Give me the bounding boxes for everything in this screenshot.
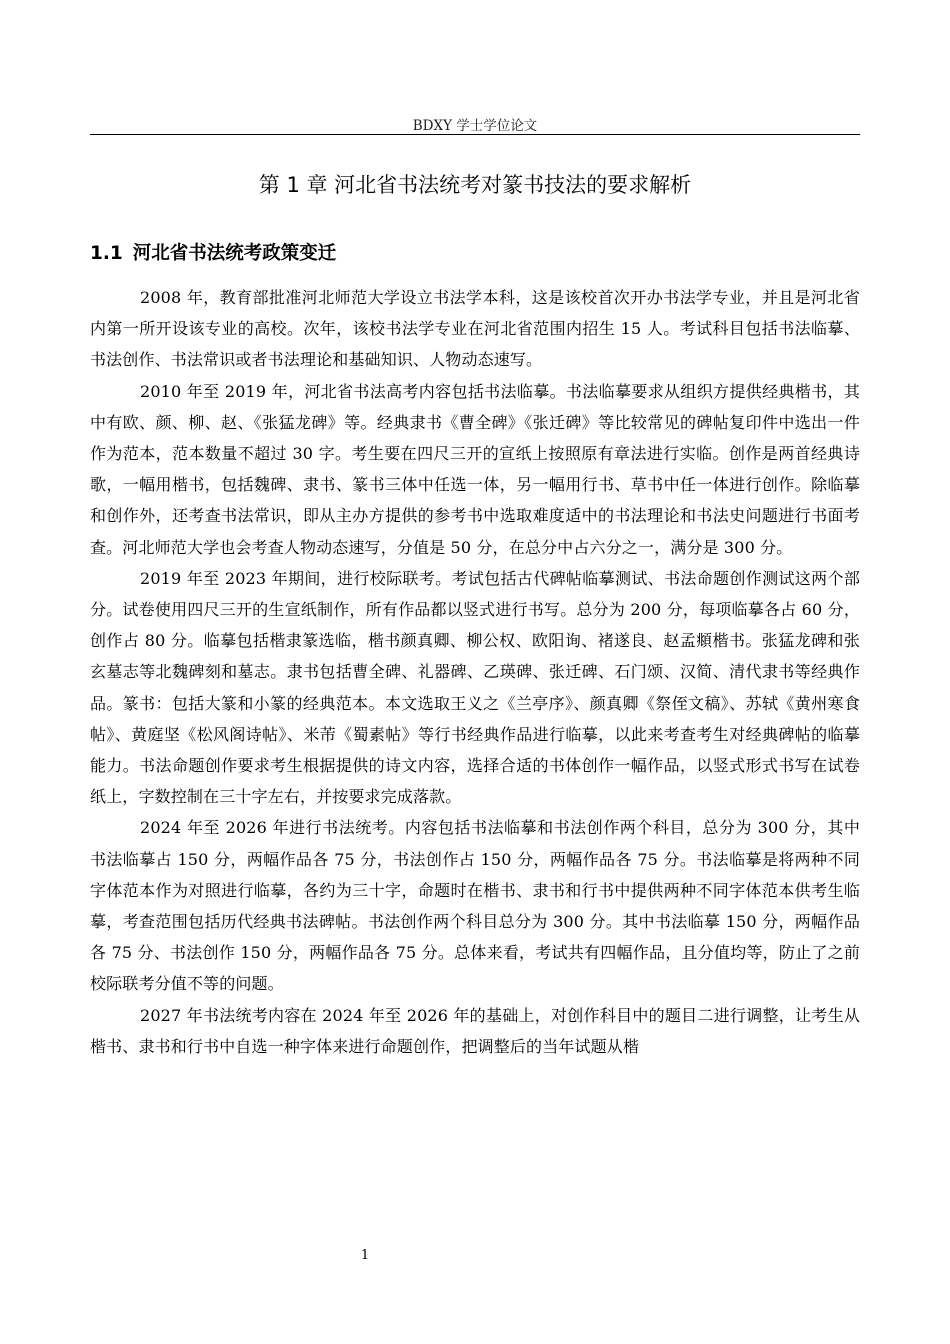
section-heading — [90, 240, 860, 268]
paragraph: 2024 年至 2026 年进行书法统考。内容包括书法临摹和书法创作两个科目，总分为 300 分，其中书法临摹占 150 分，两幅作品各 75 分，书法创作占 150 分，两幅作品各 75 分。书法临摹是将两种不同字体范本作为对照进行临摹，各约为三十字，命题时在楷书、隶书和行书中提供两种不同字体范本供考生临摹，考查范围包括历代经典书法碑帖。书法创作两个科目总分为 300 分。其中书法临摹 150 分，两幅作品各 75 分、书法创作 150 分，两幅作品各 75 分。总体来看，考试共有四幅作品，且分值均等，防止了之前校际联考分值不等的问题。 — [90, 818, 860, 994]
paragraph: 2027 年书法统考内容在 2024 年至 2026 年的基础上，对创作科目中的题目二进行调整，让考生从楷书、隶书和行书中自选一种字体来进行命题创作，把调整后的当年试题从楷 — [90, 1005, 860, 1056]
section-number: 1.1 — [90, 243, 123, 264]
paragraph: 2010 年至 2019 年，河北省书法高考内容包括书法临摹。书法临摹要求从组织方提供经典楷书，其中有欧、颜、柳、赵、《张猛龙碑》等。经典隶书《曹全碑》《张迁碑》等比较常见的碑帖复印件中选出一件作为范本，范本数量不超过 30 字。考生要在四尺三开的宣纸上按照原有章法进行实临。创作是两首经典诗歌，一幅用楷书，包括魏碑、隶书、篆书三体中任选一体，另一幅用行书、草书中任一体进行创作。除临摹和创作外，还考查书法常识，即从主办方提供的参考书中选取难度适中的书法理论和书法史问题进行书面考查。河北师范大学也会考查人物动态速写，分值是 50 分，在总分中占六分之一，满分是 300 分。 — [90, 381, 860, 557]
chapter-title: 第 1 章 河北省书法统考对篆书技法的要求解析 — [258, 173, 692, 197]
body-text — [90, 282, 860, 1062]
section-title: 河北省书法统考政策变迁 — [132, 243, 337, 264]
paragraph: 2008 年，教育部批准河北师范大学设立书法学本科，这是该校首次开办书法学专业，并且是河北省内第一所开设该专业的高校。次年，该校书法学专业在河北省范围内招生 15 人。考试科目包括书法临摹、书法创作、书法常识或者书法理论和基础知识、人物动态速写。 — [90, 288, 860, 370]
page-number: 1 — [360, 1248, 370, 1263]
page-header: BDXY 学士学位论文 — [412, 118, 538, 134]
paragraph: 2019 年至 2023 年期间，进行校际联考。考试包括古代碑帖临摹测试、书法命题创作测试这两个部分。试卷使用四尺三开的生宣纸制作，所有作品都以竖式进行书写。总分为 200 分，每项临摹各占 60 分，创作占 80 分。临摹包括楷隶篆选临，楷书颜真卿、柳公权、欧阳询、褚遂良、赵孟頫楷书。张猛龙碑和张玄墓志等北魏碑刻和墓志。隶书包括曹全碑、礼器碑、乙瑛碑、张迁碑、石门颂、汉简、清代隶书等经典作品。篆书：包括大篆和小篆的经典范本。本文选取王义之《兰亭序》、颜真卿《祭侄文稿》、苏轼《黄州寒食帖》、黄庭坚《松风阁诗帖》、米芾《蜀素帖》等行书经典作品进行临摹，以此来考查考生对经典碑帖的临摹能力。书法命题创作要求考生根据提供的诗文内容，选择合适的书体创作一幅作品，以竖式形式书写在试卷纸上，字数控制在三十字左右，并按要求完成落款。 — [90, 568, 860, 807]
header-divider — [90, 134, 860, 135]
